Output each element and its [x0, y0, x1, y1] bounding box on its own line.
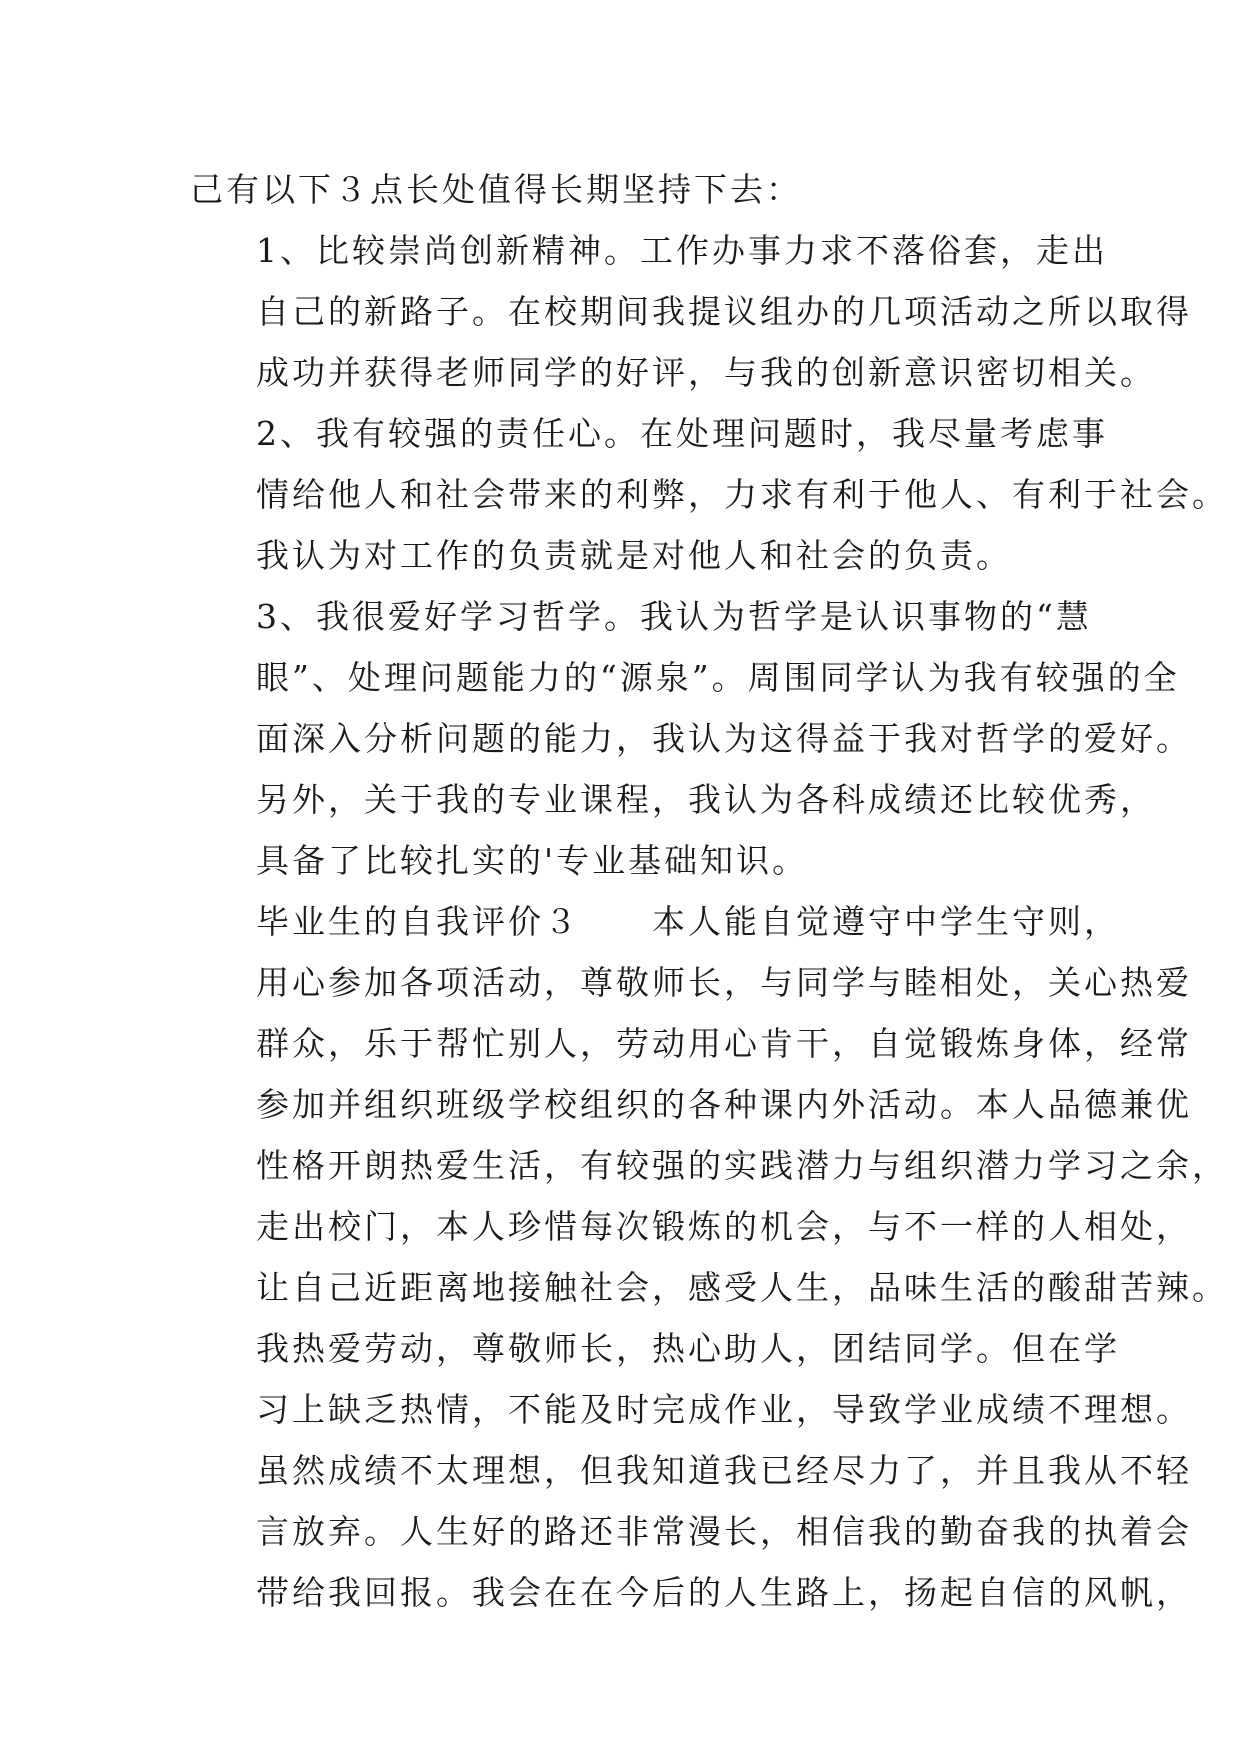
text-line: 我认为对工作的负责就是对他人和社会的负责。 — [256, 536, 1012, 575]
text-line: 群众，乐于帮忙别人，劳动用心肯干，自觉锻炼身体，经常 — [256, 1024, 1192, 1063]
paragraph-self-evaluation-3 — [190, 891, 1228, 1318]
text-line: 性格开朗热爱生活，有较强的实践潜力与组织潜力学习之余， — [256, 1146, 1228, 1185]
paragraph-closing — [190, 1318, 1192, 1623]
paragraph-point-3 — [190, 586, 1192, 769]
text-line: 带给我回报。我会在在今后的人生路上，扬起自信的风帆， — [256, 1573, 1192, 1612]
text-line: 虽然成绩不太理想，但我知道我已经尽力了，并且我从不轻 — [256, 1451, 1192, 1490]
text-line: 走出校门，本人珍惜每次锻炼的机会，与不一样的人相处， — [256, 1207, 1192, 1246]
text-line: 让自己近距离地接触社会，感受人生，品味生活的酸甜苦辣。 — [256, 1268, 1228, 1307]
text-line: 3、我很爱好学习哲学。我认为哲学是认识事物的“慧 — [256, 597, 1092, 636]
text-line: 另外，关于我的专业课程，我认为各科成绩还比较优秀， — [256, 780, 1156, 819]
text-line: 用心参加各项活动，尊敬师长，与同学与睦相处，关心热爱 — [256, 963, 1192, 1002]
text-line: 面深入分析问题的能力，我认为这得益于我对哲学的爱好。 — [256, 719, 1192, 758]
text-line: 情给他人和社会带来的利弊，力求有利于他人、有利于社会。 — [256, 475, 1228, 514]
text-line: 参加并组织班级学校组织的各种课内外活动。本人品德兼优 — [256, 1085, 1192, 1124]
text-line: 言放弃。人生好的路还非常漫长，相信我的勤奋我的执着会 — [256, 1512, 1192, 1551]
text-line: 己有以下３点长处值得长期坚持下去： — [190, 170, 802, 209]
text-line: 毕业生的自我评价３ 本人能自觉遵守中学生守则， — [256, 902, 1120, 941]
text-line: 习上缺乏热情，不能及时完成作业，导致学业成绩不理想。 — [256, 1390, 1192, 1429]
text-line: 自己的新路子。在校期间我提议组办的几项活动之所以取得 — [256, 292, 1192, 331]
text-line: 成功并获得老师同学的好评，与我的创新意识密切相关。 — [256, 353, 1156, 392]
paragraph-intro — [190, 159, 1070, 220]
paragraph-point-2 — [190, 403, 1228, 586]
text-line: 眼”、处理问题能力的“源泉”。周围同学认为我有较强的全 — [256, 658, 1180, 697]
text-line: 我热爱劳动，尊敬师长，热心助人，团结同学。但在学 — [256, 1329, 1120, 1368]
text-line: 1、比较崇尚创新精神。工作办事力求不落俗套，走出 — [256, 231, 1108, 270]
text-line: 具备了比较扎实的'专业基础知识。 — [256, 841, 809, 880]
paragraph-courses — [190, 769, 1156, 891]
paragraph-point-1 — [190, 220, 1192, 403]
document-body — [190, 159, 1228, 1623]
text-line: 2、我有较强的责任心。在处理问题时，我尽量考虑事 — [256, 414, 1108, 453]
